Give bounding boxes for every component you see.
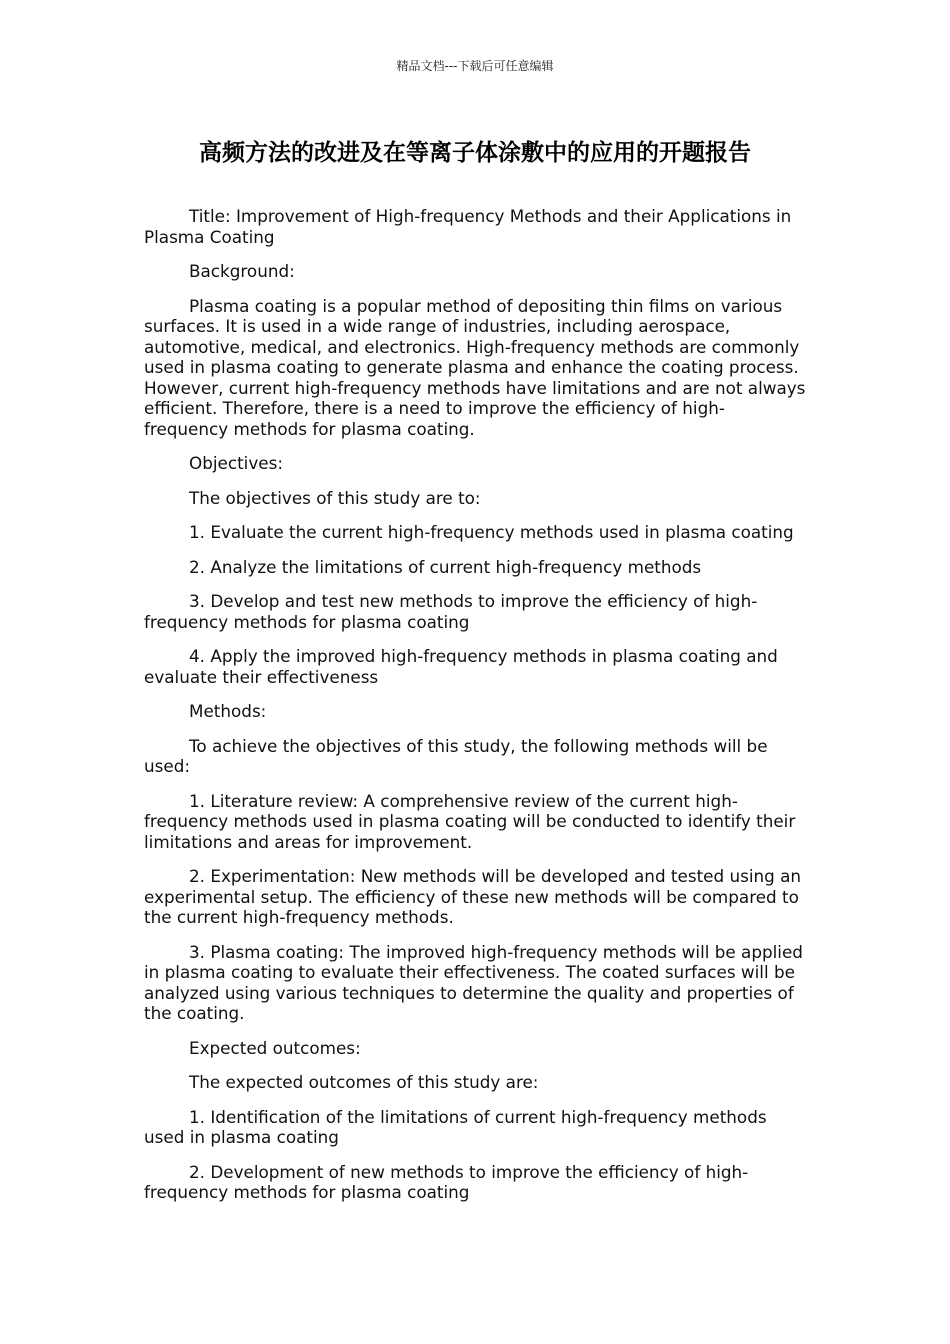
paragraph-background-text: Plasma coating is a popular method of depositing thin films on various surfaces. It is used in a wide range of industries, including aerospace, automotive, medical, and electronics. High-frequency methods are commonly used in plasma coating to generate plasma and enhance the coating process. However, current high-frequency methods have limitations and are not always efficient. Therefore, there is a need to improve the efficiency of high-frequency methods for plasma coating.: [144, 295, 806, 439]
header-note: 精品文档---下载后可任意编辑: [396, 59, 554, 73]
paragraph-outcomes-heading: Expected outcomes:: [189, 1037, 361, 1058]
document-body: [144, 206, 808, 1217]
paragraph-outcome-2: 2. Development of new methods to improve the efficiency of high-frequency methods for plasma coating: [144, 1161, 749, 1202]
paragraph-objectives-intro: The objectives of this study are to:: [189, 487, 481, 508]
paragraph-method-3: 3. Plasma coating: The improved high-frequency methods will be applied in plasma coating to evaluate their effectiveness. The coated surfaces will be analyzed using various techniques to determine the quality and properties of the coating.: [144, 941, 803, 1023]
paragraph-method-1: 1. Literature review: A comprehensive review of the current high-frequency methods used in plasma coating will be conducted to identify their limitations and areas for improvement.: [144, 790, 796, 852]
paragraph-methods-heading: Methods:: [189, 701, 267, 721]
paragraph-method-2: 2. Experimentation: New methods will be developed and tested using an experimental setup. The efficiency of these new methods will be compared to the current high-frequency methods.: [144, 866, 802, 927]
paragraph-outcomes-intro: The expected outcomes of this study are:: [189, 1072, 539, 1092]
paragraph-objectives-heading: Objectives:: [189, 453, 283, 473]
document-title: 高频方法的改进及在等离子体涂敷中的应用的开题报告: [199, 140, 751, 166]
paragraph-methods-intro: To achieve the objectives of this study, the following methods will be used:: [144, 735, 768, 776]
paragraph-objective-1: 1. Evaluate the current high-frequency methods used in plasma coating: [189, 522, 794, 542]
paragraph-objective-4: 4. Apply the improved high-frequency methods in plasma coating and evaluate their effectiveness: [144, 646, 778, 687]
paragraph-background-heading: Background:: [189, 261, 295, 281]
paragraph-objective-2: 2. Analyze the limitations of current high-frequency methods: [189, 556, 702, 577]
paragraph-outcome-1: 1. Identification of the limitations of current high-frequency methods used in plasma coating: [144, 1106, 767, 1147]
paragraph-objective-3: 3. Develop and test new methods to improve the efficiency of high-frequency methods for plasma coating: [144, 591, 758, 632]
paragraph-title-line: Title: Improvement of High-frequency Methods and their Applications in Plasma Coating: [144, 206, 792, 247]
